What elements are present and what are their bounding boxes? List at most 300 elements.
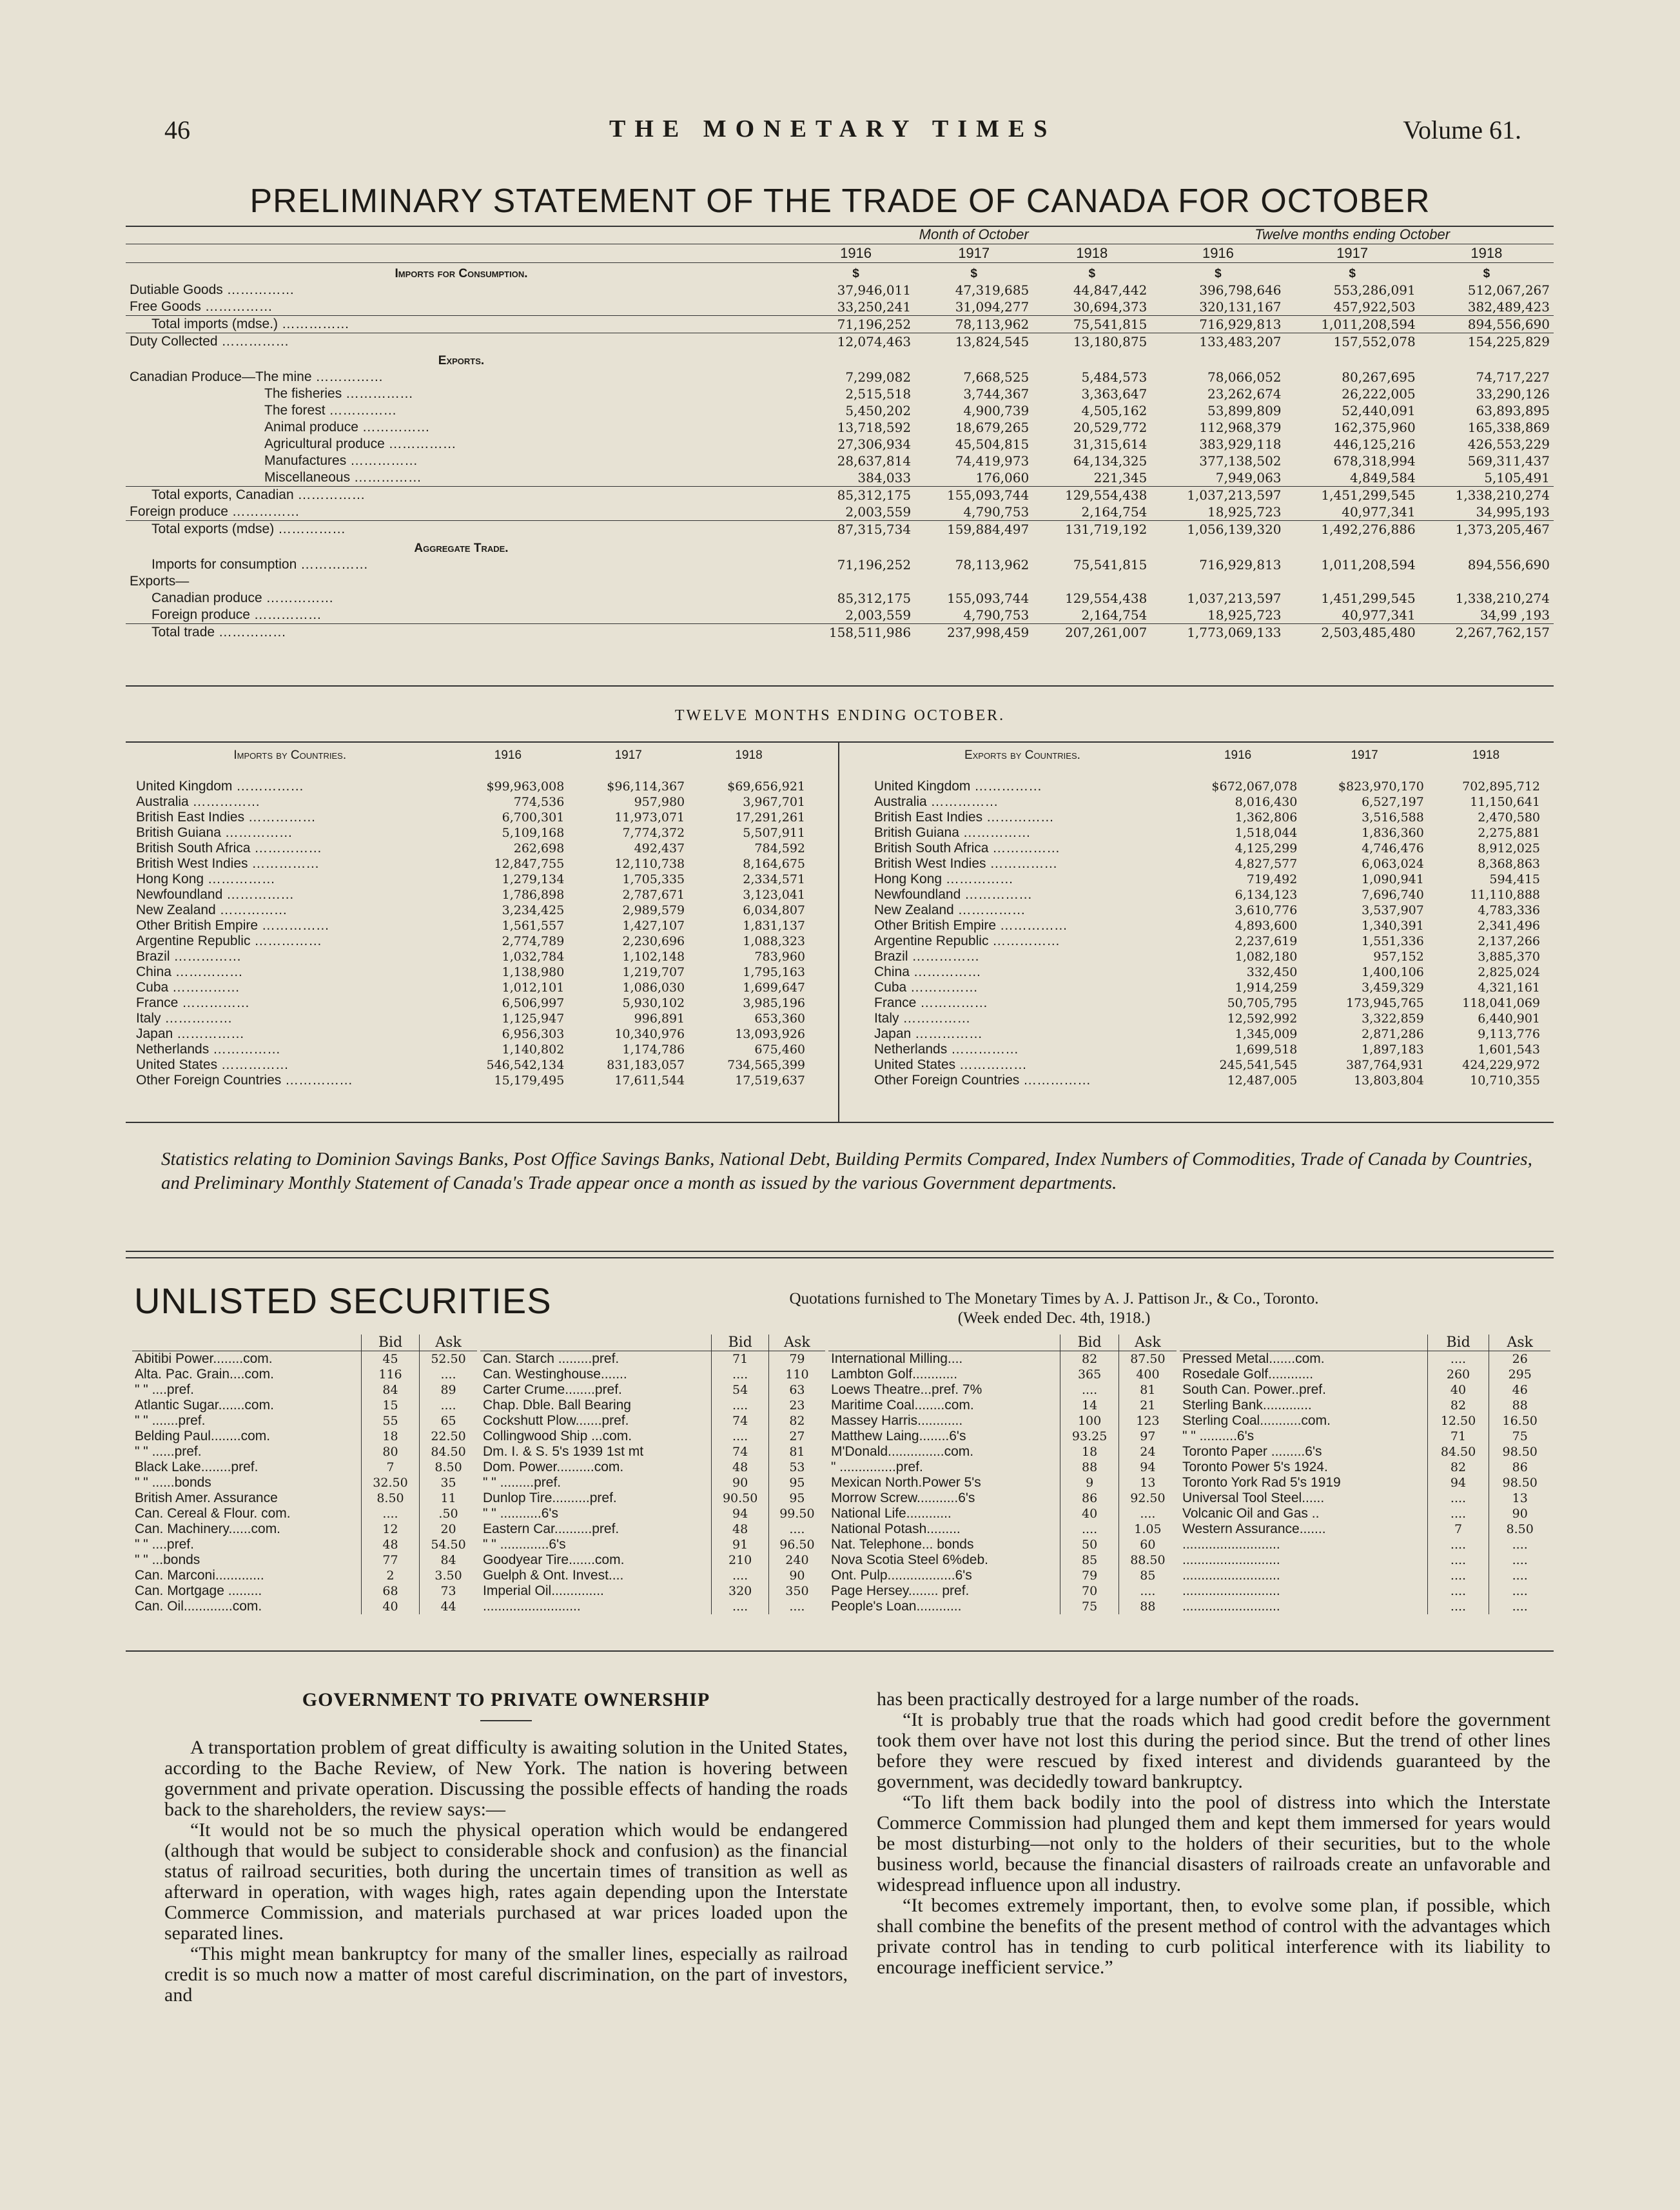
value-cell: 1,451,299,545 [1285, 487, 1420, 504]
security-row [1180, 1521, 1550, 1537]
ask-header: Ask [1489, 1335, 1550, 1351]
ask-value: 23 [768, 1398, 825, 1413]
country-name: Other Foreign Countries …………… [136, 1073, 353, 1088]
security-name: Chap. Dble. Ball Bearing [483, 1398, 631, 1413]
year-header-row [126, 244, 1554, 263]
country-row [870, 1073, 1544, 1088]
value-cell: 678,318,994 [1333, 453, 1416, 469]
security-name: International Milling.... [831, 1351, 963, 1366]
securities-header-row [828, 1335, 1177, 1351]
value-cell: 31,094,277 [955, 299, 1030, 315]
ask-value: 81 [1118, 1382, 1177, 1398]
country-row [132, 825, 809, 841]
article-paragraph: has been practically destroyed for a large number of the roads. [877, 1688, 1360, 1710]
security-row [480, 1475, 825, 1491]
value-cell: 9,113,776 [1478, 1027, 1540, 1041]
security-name: .......................... [1182, 1537, 1280, 1552]
trade-row [126, 504, 1554, 521]
bid-value: 2 [361, 1568, 419, 1583]
value-cell: 653,360 [754, 1012, 805, 1026]
bid-value: .... [712, 1568, 768, 1583]
divider [126, 1650, 1554, 1652]
bid-value: 82 [1427, 1460, 1489, 1475]
country-name: Cuba …………… [136, 980, 240, 995]
securities-column [480, 1335, 825, 1614]
security-row [132, 1475, 477, 1491]
value-cell: 4,321,161 [1478, 981, 1540, 995]
bid-value: 55 [361, 1413, 419, 1429]
article-paragraph: “This might mean bankruptcy for many of the smaller lines, especially as railroad credit is so much now a matter of most careful discrimination, on the part of investors, and [164, 1943, 848, 2006]
bid-value: 90 [712, 1475, 768, 1491]
country-tables-title: TWELVE MONTHS ENDING OCTOBER. [674, 707, 1006, 724]
security-row [480, 1568, 825, 1583]
security-row [132, 1398, 477, 1413]
value-cell: 129,554,438 [1033, 487, 1151, 504]
security-row [1180, 1351, 1550, 1367]
security-name: .......................... [1182, 1552, 1280, 1567]
security-name: Black Lake........pref. [135, 1460, 259, 1474]
article-paragraph: “To lift them back bodily into the pool of distress into which the Interstate Commerce Commission had plunged them and kept them immersed for years would be most disturbing—not only to the holders of their securities, but to the whole business world, because the financial disasters of railroads create an unfavorable and widespread influence upon all industry. [877, 1792, 1550, 1895]
security-name: Nat. Telephone... bonds [831, 1537, 974, 1552]
value-cell: 75,541,815 [1073, 557, 1148, 572]
value-cell: 1,451,299,545 [1321, 591, 1416, 606]
security-name: Western Assurance....... [1182, 1521, 1326, 1536]
security-row [828, 1429, 1177, 1444]
country-row [870, 1026, 1544, 1042]
row-label: Canadian produce …………… [151, 591, 334, 605]
value-cell: 4,746,476 [1362, 841, 1424, 856]
value-cell: 7,696,740 [1362, 888, 1424, 902]
country-name: Argentine Republic …………… [136, 934, 322, 948]
blank-cell [828, 1335, 1060, 1351]
ask-value: 16.50 [1489, 1413, 1550, 1429]
year-header: 1916 [1151, 244, 1285, 263]
security-row [828, 1491, 1177, 1506]
country-name: Australia …………… [136, 794, 260, 809]
bid-value: 79 [1060, 1568, 1118, 1583]
value-cell: 11,150,641 [1470, 795, 1540, 809]
value-cell: 53,899,809 [1207, 403, 1282, 418]
value-cell: 154,225,829 [1420, 333, 1554, 351]
value-cell: 6,506,997 [502, 996, 565, 1010]
value-cell: 12,592,992 [1227, 1012, 1298, 1026]
section-heading-row [126, 350, 1554, 369]
value-cell: 20,529,772 [1073, 420, 1148, 435]
article-right-column [877, 1689, 1550, 1978]
security-name: Goodyear Tire.......com. [483, 1552, 625, 1567]
article-paragraph: “It becomes extremely important, then, to evolve some plan, if possible, which shall combine the benefits of the present method of control with the advantages which private control has in tending to curb political interference with its liability to encourage inefficient service.” [877, 1895, 1550, 1978]
value-cell: 1,088,323 [743, 934, 805, 948]
country-row [870, 872, 1544, 887]
value-cell: 1,362,806 [1235, 810, 1298, 825]
security-row [828, 1475, 1177, 1491]
trade-row [126, 282, 1554, 298]
value-cell: 4,893,600 [1235, 919, 1298, 933]
bid-value: 80 [361, 1444, 419, 1460]
value-cell: 1,140,802 [502, 1042, 565, 1057]
country-name: United Kingdom …………… [874, 779, 1042, 794]
security-row [132, 1367, 477, 1382]
value-cell: 1,082,180 [1235, 950, 1298, 964]
bid-value: 14 [1060, 1398, 1118, 1413]
security-name: " " .........pref. [483, 1475, 562, 1490]
value-cell: 30,694,373 [1073, 299, 1148, 315]
ask-value: 24 [1118, 1444, 1177, 1460]
security-name: Eastern Car..........pref. [483, 1521, 620, 1536]
value-cell: 3,516,588 [1362, 810, 1424, 825]
ask-value: 53 [768, 1460, 825, 1475]
value-cell: 457,922,503 [1333, 299, 1416, 315]
section-heading-row [126, 263, 1554, 282]
securities-header-row [1180, 1335, 1550, 1351]
value-cell: 8,368,863 [1478, 857, 1540, 871]
value-cell: 1,400,106 [1362, 965, 1424, 979]
value-cell: 1,699,647 [743, 981, 805, 995]
security-name: Lambton Golf............ [831, 1367, 958, 1382]
security-row [480, 1460, 825, 1475]
trade-row [126, 590, 1554, 607]
security-name: Belding Paul........com. [135, 1429, 271, 1443]
value-cell: 4,505,162 [1081, 403, 1148, 418]
value-cell: 774,536 [513, 795, 565, 809]
ask-value: .... [1489, 1552, 1550, 1568]
security-row [1180, 1552, 1550, 1568]
security-name: Dm. I. & S. 5's 1939 1st mt [483, 1444, 644, 1459]
value-cell: 157,552,078 [1285, 333, 1420, 351]
value-cell: 383,929,118 [1199, 436, 1282, 452]
ask-value: .... [768, 1599, 825, 1614]
bid-value: .... [1427, 1491, 1489, 1506]
country-row [132, 903, 809, 918]
security-row [1180, 1568, 1550, 1583]
ask-value: .... [1118, 1506, 1177, 1521]
value-cell: 5,930,102 [622, 996, 685, 1010]
security-row [132, 1351, 477, 1367]
security-name: " " ....pref. [135, 1382, 194, 1397]
country-row [870, 949, 1544, 964]
ask-value: 96.50 [768, 1537, 825, 1552]
value-cell: 1,037,213,597 [1151, 487, 1285, 504]
security-row [828, 1568, 1177, 1583]
trade-row [126, 556, 1554, 573]
value-cell: 50,705,795 [1227, 996, 1298, 1010]
country-row [870, 794, 1544, 810]
bid-value: .... [712, 1367, 768, 1382]
value-cell: $69,656,921 [727, 779, 805, 794]
country-name: Italy …………… [136, 1011, 233, 1026]
value-cell: 1,340,391 [1362, 919, 1424, 933]
value-cell: 1,056,139,320 [1151, 521, 1285, 538]
country-row [132, 779, 809, 794]
bid-value: 100 [1060, 1413, 1118, 1429]
bid-value: 71 [1427, 1429, 1489, 1444]
value-cell: 2,164,754 [1081, 607, 1148, 623]
security-name: " " ...........6's [483, 1506, 558, 1521]
value-cell: 2,825,024 [1478, 965, 1540, 979]
bid-value: 71 [712, 1351, 768, 1367]
value-cell: 1,897,183 [1362, 1042, 1424, 1057]
value-cell: 3,967,701 [743, 795, 805, 809]
blank-cell [797, 538, 1554, 556]
country-header-row [132, 748, 809, 779]
bid-value: 365 [1060, 1367, 1118, 1382]
value-cell: 1,561,557 [502, 919, 565, 933]
value-cell: 1,219,707 [622, 965, 685, 979]
ask-value: 240 [768, 1552, 825, 1568]
value-cell: 1,338,210,274 [1455, 591, 1550, 606]
value-cell: 716,929,813 [1199, 557, 1282, 572]
trade-row [126, 333, 1554, 351]
bid-value: 68 [361, 1583, 419, 1599]
row-label: Canadian Produce—The mine …………… [130, 369, 384, 384]
value-cell: 17,291,261 [735, 810, 805, 825]
unit-label: $ [1483, 267, 1490, 280]
country-row [870, 841, 1544, 856]
value-cell: 37,946,011 [837, 282, 912, 298]
ask-value: 81 [768, 1444, 825, 1460]
value-cell: 1,773,069,133 [1151, 624, 1285, 641]
bid-value: 48 [712, 1521, 768, 1537]
country-table-heading: Exports by Countries. [964, 748, 1080, 762]
value-cell: 26,222,005 [1342, 386, 1416, 402]
ask-value: 8.50 [1489, 1521, 1550, 1537]
value-cell: $99,963,008 [486, 779, 565, 794]
bid-value: 7 [1427, 1521, 1489, 1537]
year-header: 1918 [1472, 748, 1500, 762]
country-row [132, 794, 809, 810]
bid-value: 91 [712, 1537, 768, 1552]
country-name: Other British Empire …………… [136, 918, 329, 933]
trade-row [126, 316, 1554, 333]
ask-value: 8.50 [420, 1460, 477, 1475]
value-cell: 2,341,496 [1478, 919, 1540, 933]
value-cell: 155,093,744 [915, 487, 1033, 504]
group-twelve: Twelve months ending October [1151, 226, 1554, 244]
security-name: " " ...bonds [135, 1552, 200, 1567]
row-label: Animal produce …………… [264, 420, 430, 435]
bid-value: 50 [1060, 1537, 1118, 1552]
value-cell: 7,774,372 [622, 826, 685, 840]
blank-cell [480, 1335, 712, 1351]
country-name: Newfoundland …………… [874, 887, 1033, 902]
value-cell: 594,415 [1489, 872, 1540, 886]
value-cell: 1,914,259 [1235, 981, 1298, 995]
value-cell: 12,110,738 [614, 857, 685, 871]
ask-value: 90 [1489, 1506, 1550, 1521]
bid-header: Bid [712, 1335, 768, 1351]
country-row [870, 934, 1544, 949]
security-name: Volcanic Oil and Gas .. [1182, 1506, 1320, 1521]
security-name: Collingwood Ship ...com. [483, 1429, 632, 1443]
row-label: Miscellaneous …………… [264, 470, 422, 485]
article-title: GOVERNMENT TO PRIVATE OWNERSHIP [302, 1689, 710, 1710]
value-cell: 2,237,619 [1235, 934, 1298, 948]
value-cell: 553,286,091 [1333, 282, 1416, 298]
value-cell: 1,011,208,594 [1321, 557, 1416, 572]
value-cell [1033, 573, 1151, 590]
blank-cell [1180, 1335, 1427, 1351]
country-row [870, 825, 1544, 841]
security-name: Matthew Laing........6's [831, 1429, 966, 1443]
country-row [870, 810, 1544, 825]
value-cell: 1,102,148 [622, 950, 685, 964]
ask-value: 98.50 [1489, 1475, 1550, 1491]
value-cell: 13,180,875 [1033, 333, 1151, 351]
security-name: Loews Theatre...pref. 7% [831, 1382, 982, 1397]
bid-value: 8.50 [361, 1491, 419, 1506]
security-row [132, 1552, 477, 1568]
ask-value: 84 [420, 1552, 477, 1568]
value-cell: 18,925,723 [1207, 504, 1282, 520]
value-cell: 33,250,241 [837, 299, 912, 315]
value-cell [1151, 573, 1285, 590]
country-row [132, 810, 809, 825]
security-row [480, 1429, 825, 1444]
bid-value: .... [712, 1429, 768, 1444]
value-cell: 957,152 [1373, 950, 1424, 964]
value-cell: 4,125,299 [1235, 841, 1298, 856]
value-cell: 1,125,947 [502, 1012, 565, 1026]
year-header: 1918 [1033, 244, 1151, 263]
security-row [828, 1382, 1177, 1398]
value-cell: 734,565,399 [727, 1058, 805, 1072]
security-name: Can. Marconi............. [135, 1568, 264, 1583]
value-cell: 11,973,071 [614, 810, 685, 825]
ask-value: 88.50 [1118, 1552, 1177, 1568]
value-cell: 10,340,976 [614, 1027, 685, 1041]
ask-value: 73 [420, 1583, 477, 1599]
value-cell: 1,551,336 [1362, 934, 1424, 948]
value-cell: 8,016,430 [1235, 795, 1298, 809]
section-heading: Aggregate Trade. [414, 542, 509, 555]
security-row [828, 1537, 1177, 1552]
ask-value: 98.50 [1489, 1444, 1550, 1460]
country-row [132, 918, 809, 934]
country-name: China …………… [136, 964, 243, 979]
security-name: Morrow Screw...........6's [831, 1491, 975, 1505]
year-header: 1916 [797, 244, 915, 263]
value-cell: 1,786,898 [502, 888, 565, 902]
value-cell: 74,419,973 [955, 453, 1030, 469]
value-cell: 74,717,227 [1476, 369, 1550, 385]
country-row [870, 1057, 1544, 1073]
column-divider [838, 741, 839, 1122]
bid-value: 94 [1427, 1475, 1489, 1491]
security-row [480, 1537, 825, 1552]
value-cell: 1,086,030 [622, 981, 685, 995]
value-cell: 159,884,497 [915, 521, 1033, 538]
ask-value: 95 [768, 1475, 825, 1491]
value-cell: 675,460 [754, 1042, 805, 1057]
ask-value: 295 [1489, 1367, 1550, 1382]
security-name: Carter Crume........pref. [483, 1382, 622, 1397]
value-cell: 40,977,341 [1342, 607, 1416, 623]
value-cell: 894,556,690 [1420, 316, 1554, 333]
country-table-heading: Imports by Countries. [233, 748, 347, 762]
country-row [132, 949, 809, 964]
value-cell: 176,060 [975, 470, 1030, 485]
value-cell: 27,306,934 [837, 436, 912, 452]
country-name: France …………… [874, 995, 988, 1010]
security-name: Mexican North.Power 5's [831, 1475, 981, 1490]
country-name: Other Foreign Countries …………… [874, 1073, 1091, 1088]
security-name: Guelph & Ont. Invest.... [483, 1568, 624, 1583]
ask-value: 350 [768, 1583, 825, 1599]
bid-value: 75 [1060, 1599, 1118, 1614]
ask-value: 110 [768, 1367, 825, 1382]
country-name: British East Indies …………… [136, 810, 316, 825]
bid-value: 40 [361, 1599, 419, 1614]
year-header: 1917 [1285, 244, 1420, 263]
value-cell: $672,067,078 [1211, 779, 1298, 794]
country-name: British South Africa …………… [874, 841, 1060, 856]
row-label: The forest …………… [264, 403, 397, 418]
group-month: Month of October [797, 226, 1151, 244]
row-label: Total trade …………… [126, 624, 797, 641]
bid-value: 84 [361, 1382, 419, 1398]
ask-value: 92.50 [1118, 1491, 1177, 1506]
security-name: Can. Westinghouse....... [483, 1367, 627, 1382]
value-cell: 1,011,208,594 [1285, 316, 1420, 333]
securities-header-row [132, 1335, 477, 1351]
ask-value: .... [768, 1521, 825, 1537]
value-cell: 6,440,901 [1478, 1012, 1540, 1026]
year-header: 1917 [1351, 748, 1378, 762]
value-cell: 2,989,579 [622, 903, 685, 917]
value-cell: 957,980 [634, 795, 685, 809]
value-cell: 894,556,690 [1467, 557, 1550, 572]
value-cell: 131,719,192 [1033, 521, 1151, 538]
security-name: Dunlop Tire..........pref. [483, 1491, 617, 1505]
security-name: .......................... [1182, 1583, 1280, 1598]
row-label: Foreign produce …………… [151, 607, 322, 622]
ask-value: 26 [1489, 1351, 1550, 1367]
value-cell: 2,515,518 [845, 386, 912, 402]
security-name: Sterling Bank............. [1182, 1398, 1312, 1413]
ask-value: 46 [1489, 1382, 1550, 1398]
value-cell: 162,375,960 [1333, 420, 1416, 435]
page-header [164, 115, 1521, 153]
country-name: United Kingdom …………… [136, 779, 304, 794]
row-label: Total imports (mdse.) …………… [126, 316, 797, 333]
value-cell: 87,315,734 [797, 521, 915, 538]
security-row [132, 1568, 477, 1583]
ask-value: .... [1489, 1568, 1550, 1583]
ask-value: .... [1489, 1583, 1550, 1599]
divider [126, 1122, 1554, 1123]
bid-value: 48 [361, 1537, 419, 1552]
bid-value: 54 [712, 1382, 768, 1398]
value-cell: 3,610,776 [1235, 903, 1298, 917]
trade-row [126, 402, 1554, 419]
bid-value: 48 [712, 1460, 768, 1475]
row-label: Foreign produce …………… [130, 504, 300, 519]
value-cell: 1,795,163 [743, 965, 805, 979]
bid-value: 32.50 [361, 1475, 419, 1491]
blank-cell [132, 1335, 361, 1351]
security-row [480, 1506, 825, 1521]
ask-value: .... [1489, 1599, 1550, 1614]
value-cell: 78,113,962 [955, 557, 1030, 572]
value-cell: 7,668,525 [963, 369, 1030, 385]
security-row [828, 1351, 1177, 1367]
value-cell: 23,262,674 [1207, 386, 1282, 402]
value-cell: 7,949,063 [1215, 470, 1282, 485]
value-cell: $96,114,367 [607, 779, 685, 794]
value-cell: 17,519,637 [735, 1073, 805, 1088]
value-cell: 426,553,229 [1467, 436, 1550, 452]
value-cell: 13,824,545 [915, 333, 1033, 351]
